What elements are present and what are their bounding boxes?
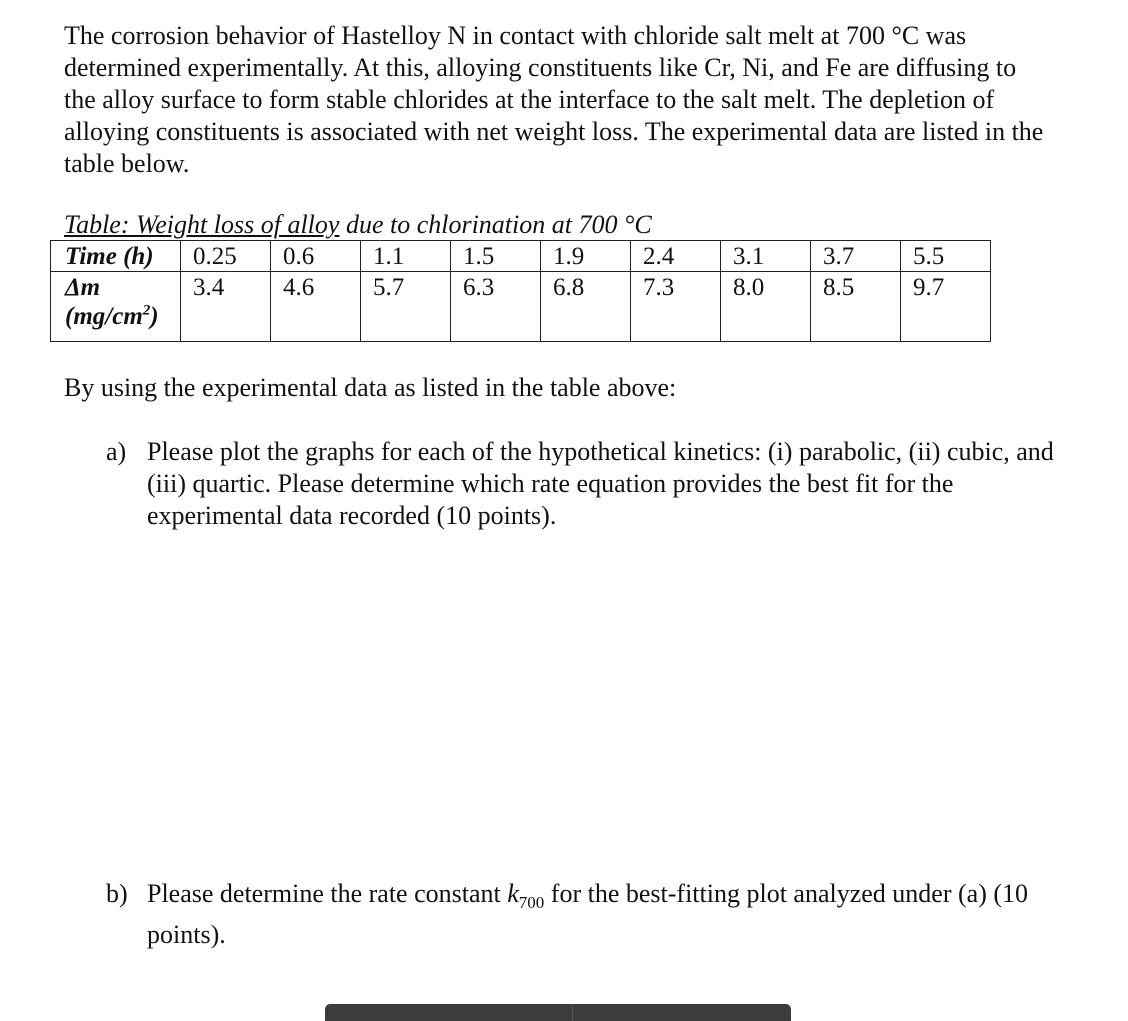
weight-loss-table: [50, 240, 991, 342]
mass-loss-symbol: Δm: [65, 274, 101, 301]
bottom-toolbar-edge[interactable]: [325, 1004, 791, 1021]
mass-loss-cell: 5.7: [361, 272, 451, 342]
instructions-lead: By using the experimental data as listed in the table above:: [64, 373, 677, 402]
unit-exponent: 2: [142, 302, 151, 319]
question-b: [106, 878, 1056, 951]
time-cell: 3.1: [721, 241, 811, 272]
question-b-text-start: Please determine the rate constant: [147, 879, 508, 908]
time-cell: 1.5: [451, 241, 541, 272]
question-a-text: Please plot the graphs for each of the hypothetical kinetics: (i) parabolic, (ii) cubic, and (iii) quartic. Please determine which rate equation provides the best fit for the experimental data recorded (10 points).: [147, 437, 1054, 530]
mass-loss-cell: 8.5: [811, 272, 901, 342]
rate-constant-subscript: 700: [518, 893, 545, 913]
time-header: Time (h): [51, 241, 181, 272]
time-cell: 2.4: [631, 241, 721, 272]
mass-loss-unit: [65, 302, 180, 331]
mass-loss-cell: 4.6: [271, 272, 361, 342]
mass-loss-cell: 9.7: [901, 272, 991, 342]
mass-loss-cell: 6.3: [451, 272, 541, 342]
question-b-marker: b): [106, 879, 128, 908]
mass-loss-header: [51, 272, 181, 342]
table-row-time: [51, 241, 991, 272]
unit-text: (mg/cm: [65, 303, 143, 330]
time-cell: 1.9: [541, 241, 631, 272]
toolbar-divider: [572, 1004, 573, 1021]
time-cell: 5.5: [901, 241, 991, 272]
mass-loss-cell: 8.0: [721, 272, 811, 342]
rate-constant-letter: k: [507, 879, 519, 908]
intro-paragraph: The corrosion behavior of Hastelloy N in contact with chloride salt melt at 700 °C was determined experimentally. At this, alloying constituents like Cr, Ni, and Fe are diffusing to the alloy surface to form stable chlorides at the interface to the salt melt. The depletion of alloying constituents is associated with net weight loss. The experimental data are listed in the table below.: [64, 21, 1044, 178]
table-caption-rest: due to chlorination at 700 °C: [339, 210, 652, 239]
question-a-marker: a): [106, 437, 127, 466]
question-a: [106, 436, 1056, 532]
time-cell: 0.25: [181, 241, 271, 272]
rate-constant-symbol: [507, 879, 545, 913]
table-caption: [64, 209, 652, 241]
table-row-mass-loss: [51, 272, 991, 342]
time-cell: 3.7: [811, 241, 901, 272]
time-cell: 1.1: [361, 241, 451, 272]
question-b-text-end: for the best-fitting plot analyzed under (a) (10 points).: [147, 879, 1029, 950]
mass-loss-cell: 3.4: [181, 272, 271, 342]
time-cell: 0.6: [271, 241, 361, 272]
table-caption-underlined: Table: Weight loss of alloy: [64, 210, 340, 239]
mass-loss-cell: 7.3: [631, 272, 721, 342]
unit-close: ): [150, 303, 159, 330]
question-b-text: [147, 878, 1056, 951]
mass-loss-cell: 6.8: [541, 272, 631, 342]
